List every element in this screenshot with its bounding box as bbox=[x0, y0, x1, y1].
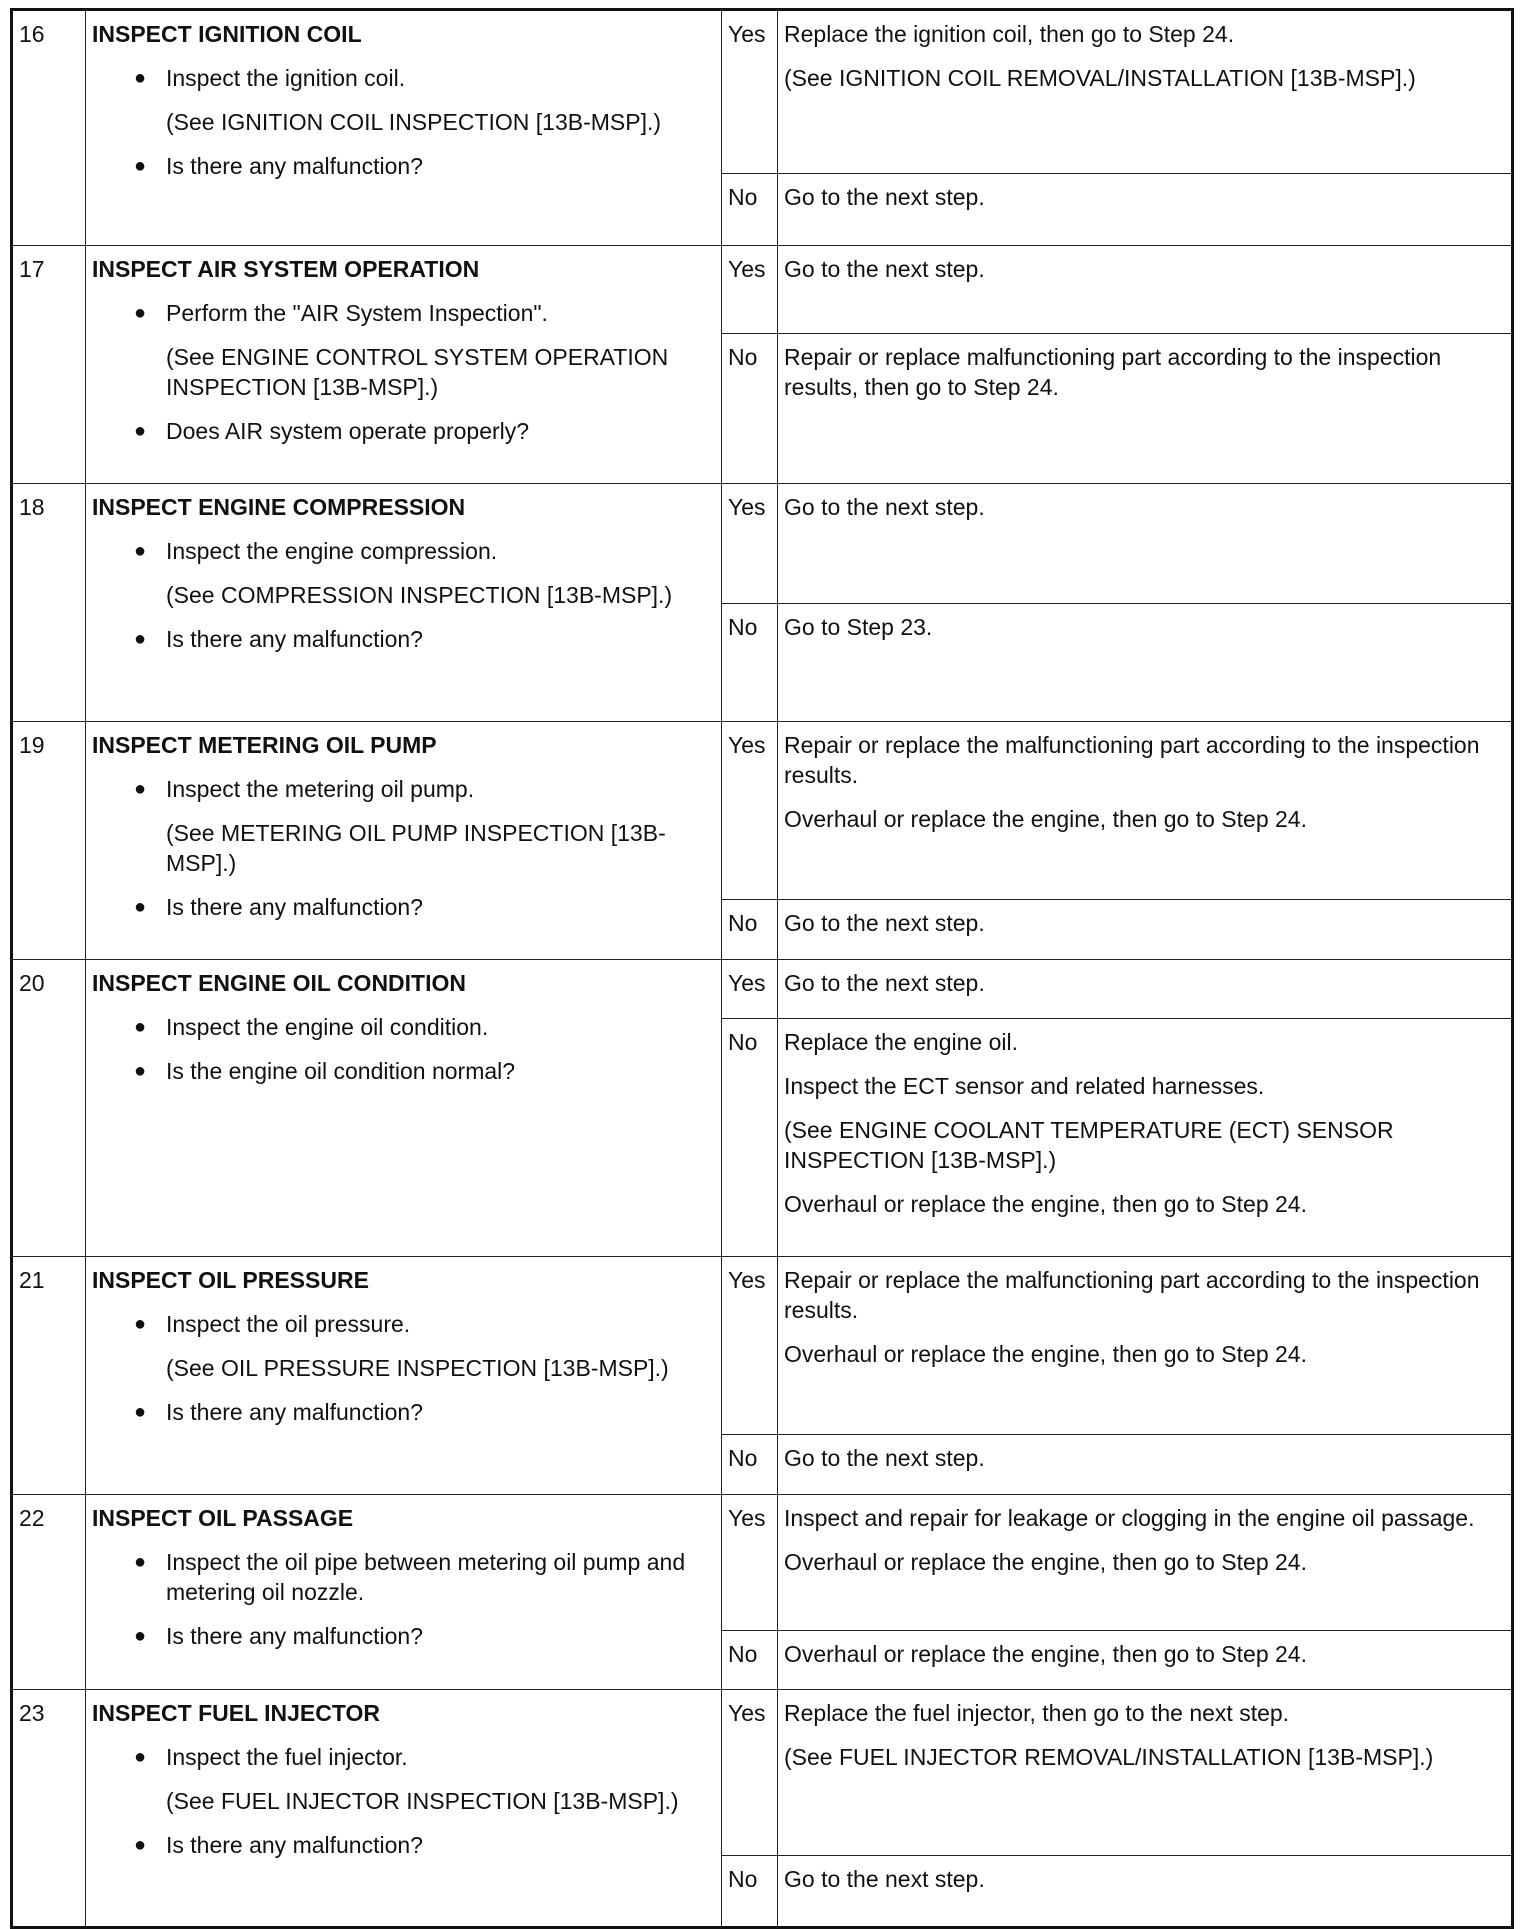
check-item bbox=[92, 774, 715, 804]
check-list bbox=[92, 536, 715, 566]
action-line: Overhaul or replace the engine, then go to Step 24. bbox=[784, 1341, 1307, 1367]
bullet-icon: ● bbox=[134, 1834, 147, 1856]
action-line: Go to the next step. bbox=[784, 910, 985, 936]
bullet-icon: ● bbox=[134, 778, 147, 800]
check-item bbox=[92, 1309, 715, 1339]
bullet-icon: ● bbox=[134, 420, 147, 442]
check-item bbox=[92, 63, 715, 93]
check-list bbox=[92, 151, 715, 181]
check-item bbox=[92, 416, 715, 446]
step-row bbox=[12, 10, 1513, 174]
step-title: INSPECT IGNITION COIL bbox=[92, 21, 362, 47]
check-list bbox=[92, 1397, 715, 1427]
action-line: Overhaul or replace the engine, then go to Step 24. bbox=[784, 806, 1307, 832]
check-item-text: Inspect the metering oil pump. bbox=[166, 776, 475, 802]
check-list bbox=[92, 416, 715, 446]
step-title: INSPECT ENGINE OIL CONDITION bbox=[92, 970, 466, 996]
step-number: 23 bbox=[12, 1690, 86, 1928]
reference-text: (See METERING OIL PUMP INSPECTION [13B-MSP].) bbox=[166, 820, 666, 876]
result-action bbox=[778, 1631, 1513, 1690]
check-item-text: Is there any malfunction? bbox=[166, 626, 423, 652]
result-action bbox=[778, 722, 1513, 900]
bullet-icon: ● bbox=[134, 1625, 147, 1647]
check-item-text: Perform the "AIR System Inspection". bbox=[166, 300, 548, 326]
bullet-icon: ● bbox=[134, 67, 147, 89]
result-action bbox=[778, 174, 1513, 246]
action-line: Overhaul or replace the engine, then go to Step 24. bbox=[784, 1549, 1307, 1575]
step-number: 22 bbox=[12, 1495, 86, 1690]
check-item bbox=[92, 298, 715, 328]
check-item-text: Is there any malfunction? bbox=[166, 153, 423, 179]
result-no-label: No bbox=[722, 1019, 778, 1257]
check-item-text: Is there any malfunction? bbox=[166, 1623, 423, 1649]
action-line: Go to the next step. bbox=[784, 1866, 985, 1892]
check-item bbox=[92, 1742, 715, 1772]
bullet-icon: ● bbox=[134, 1313, 147, 1335]
step-row bbox=[12, 484, 1513, 604]
check-item bbox=[92, 1056, 715, 1086]
check-item-text: Inspect the engine oil condition. bbox=[166, 1014, 489, 1040]
step-row bbox=[12, 1495, 1513, 1631]
step-title: INSPECT OIL PASSAGE bbox=[92, 1505, 354, 1531]
check-list bbox=[92, 63, 715, 93]
bullet-icon: ● bbox=[134, 896, 147, 918]
bullet-icon: ● bbox=[134, 155, 147, 177]
check-item bbox=[92, 1397, 715, 1427]
result-action bbox=[778, 1856, 1513, 1928]
step-row bbox=[12, 722, 1513, 900]
action-line: Overhaul or replace the engine, then go to Step 24. bbox=[784, 1191, 1307, 1217]
action-line: Go to the next step. bbox=[784, 970, 985, 996]
check-item bbox=[92, 1547, 715, 1607]
result-action bbox=[778, 1690, 1513, 1856]
check-list bbox=[92, 1830, 715, 1860]
step-description bbox=[86, 1690, 722, 1928]
check-item-text: Is there any malfunction? bbox=[166, 1832, 423, 1858]
bullet-icon: ● bbox=[134, 1551, 147, 1573]
result-no-label: No bbox=[722, 334, 778, 484]
result-action bbox=[778, 246, 1513, 334]
result-action bbox=[778, 484, 1513, 604]
action-line: Inspect the ECT sensor and related harnesses. bbox=[784, 1073, 1265, 1099]
action-line: Repair or replace the malfunctioning part according to the inspection results. bbox=[784, 1267, 1480, 1323]
check-item-text: Inspect the ignition coil. bbox=[166, 65, 406, 91]
result-no-label: No bbox=[722, 1631, 778, 1690]
result-no-label: No bbox=[722, 174, 778, 246]
step-description bbox=[86, 960, 722, 1257]
check-list bbox=[92, 624, 715, 654]
check-item-text: Inspect the engine compression. bbox=[166, 538, 498, 564]
step-number: 16 bbox=[12, 10, 86, 246]
bullet-icon: ● bbox=[134, 302, 147, 324]
diagnostic-steps-table bbox=[10, 8, 1514, 1929]
check-item-text: Inspect the fuel injector. bbox=[166, 1744, 408, 1770]
action-line: Replace the fuel injector, then go to the next step. bbox=[784, 1700, 1290, 1726]
check-item bbox=[92, 151, 715, 181]
result-yes-label: Yes bbox=[722, 484, 778, 604]
result-yes-label: Yes bbox=[722, 10, 778, 174]
check-list bbox=[92, 774, 715, 804]
bullet-icon: ● bbox=[134, 1060, 147, 1082]
check-list bbox=[92, 1547, 715, 1651]
result-yes-label: Yes bbox=[722, 960, 778, 1019]
check-item bbox=[92, 1012, 715, 1042]
result-yes-label: Yes bbox=[722, 722, 778, 900]
step-row bbox=[12, 246, 1513, 334]
action-line: Replace the engine oil. bbox=[784, 1029, 1018, 1055]
check-list bbox=[92, 892, 715, 922]
result-action bbox=[778, 960, 1513, 1019]
step-number: 21 bbox=[12, 1257, 86, 1495]
step-row bbox=[12, 1690, 1513, 1856]
check-item-text: Inspect the oil pressure. bbox=[166, 1311, 411, 1337]
result-action bbox=[778, 1257, 1513, 1435]
check-item-text: Inspect the oil pipe between metering oil pump and metering oil nozzle. bbox=[166, 1549, 686, 1605]
result-action bbox=[778, 1495, 1513, 1631]
step-number: 20 bbox=[12, 960, 86, 1257]
check-item-text: Is there any malfunction? bbox=[166, 894, 423, 920]
result-action bbox=[778, 1435, 1513, 1495]
action-line: Repair or replace malfunctioning part according to the inspection results, then go to Step 24. bbox=[784, 344, 1442, 400]
check-item bbox=[92, 624, 715, 654]
step-description bbox=[86, 484, 722, 722]
reference-text: (See IGNITION COIL INSPECTION [13B-MSP].) bbox=[166, 109, 662, 135]
step-row bbox=[12, 960, 1513, 1019]
result-action bbox=[778, 900, 1513, 960]
result-no-label: No bbox=[722, 604, 778, 722]
result-action bbox=[778, 10, 1513, 174]
check-list bbox=[92, 298, 715, 328]
result-no-label: No bbox=[722, 1856, 778, 1928]
step-description bbox=[86, 246, 722, 484]
check-item-text: Is there any malfunction? bbox=[166, 1399, 423, 1425]
bullet-icon: ● bbox=[134, 1746, 147, 1768]
action-line: Repair or replace the malfunctioning part according to the inspection results. bbox=[784, 732, 1480, 788]
action-line: Go to the next step. bbox=[784, 494, 985, 520]
result-no-label: No bbox=[722, 1435, 778, 1495]
action-line: Replace the ignition coil, then go to Step 24. bbox=[784, 21, 1235, 47]
step-number: 19 bbox=[12, 722, 86, 960]
action-line: Go to the next step. bbox=[784, 1445, 985, 1471]
step-description bbox=[86, 722, 722, 960]
check-item bbox=[92, 536, 715, 566]
check-item-text: Is the engine oil condition normal? bbox=[166, 1058, 516, 1084]
check-item bbox=[92, 1830, 715, 1860]
check-item bbox=[92, 1621, 715, 1651]
bullet-icon: ● bbox=[134, 1016, 147, 1038]
bullet-icon: ● bbox=[134, 1401, 147, 1423]
action-line: Overhaul or replace the engine, then go to Step 24. bbox=[784, 1641, 1307, 1667]
diagnostic-steps-body bbox=[12, 10, 1513, 1928]
check-list bbox=[92, 1012, 715, 1086]
result-yes-label: Yes bbox=[722, 1690, 778, 1856]
step-title: INSPECT ENGINE COMPRESSION bbox=[92, 494, 466, 520]
step-description bbox=[86, 1495, 722, 1690]
bullet-icon: ● bbox=[134, 628, 147, 650]
action-line: Inspect and repair for leakage or clogging in the engine oil passage. bbox=[784, 1505, 1475, 1531]
result-yes-label: Yes bbox=[722, 1495, 778, 1631]
reference-text: (See FUEL INJECTOR INSPECTION [13B-MSP].) bbox=[166, 1788, 679, 1814]
result-action bbox=[778, 604, 1513, 722]
action-line: Go to the next step. bbox=[784, 184, 985, 210]
step-title: INSPECT AIR SYSTEM OPERATION bbox=[92, 256, 480, 282]
step-title: INSPECT METERING OIL PUMP bbox=[92, 732, 437, 758]
result-yes-label: Yes bbox=[722, 246, 778, 334]
result-no-label: No bbox=[722, 900, 778, 960]
step-number: 17 bbox=[12, 246, 86, 484]
step-title: INSPECT FUEL INJECTOR bbox=[92, 1700, 380, 1726]
check-item bbox=[92, 892, 715, 922]
step-number: 18 bbox=[12, 484, 86, 722]
bullet-icon: ● bbox=[134, 540, 147, 562]
result-action bbox=[778, 1019, 1513, 1257]
step-title: INSPECT OIL PRESSURE bbox=[92, 1267, 369, 1293]
action-line: Go to the next step. bbox=[784, 256, 985, 282]
check-list bbox=[92, 1742, 715, 1772]
check-item-text: Does AIR system operate properly? bbox=[166, 418, 530, 444]
reference-text: (See ENGINE CONTROL SYSTEM OPERATION INSPECTION [13B-MSP].) bbox=[166, 344, 669, 400]
step-row bbox=[12, 1257, 1513, 1435]
action-line: (See ENGINE COOLANT TEMPERATURE (ECT) SENSOR INSPECTION [13B-MSP].) bbox=[784, 1117, 1394, 1173]
check-list bbox=[92, 1309, 715, 1339]
step-description bbox=[86, 1257, 722, 1495]
result-action bbox=[778, 334, 1513, 484]
step-description bbox=[86, 10, 722, 246]
action-line: (See IGNITION COIL REMOVAL/INSTALLATION [13B-MSP].) bbox=[784, 65, 1416, 91]
action-line: (See FUEL INJECTOR REMOVAL/INSTALLATION [13B-MSP].) bbox=[784, 1744, 1434, 1770]
result-yes-label: Yes bbox=[722, 1257, 778, 1435]
reference-text: (See OIL PRESSURE INSPECTION [13B-MSP].) bbox=[166, 1355, 669, 1381]
action-line: Go to Step 23. bbox=[784, 614, 933, 640]
reference-text: (See COMPRESSION INSPECTION [13B-MSP].) bbox=[166, 582, 673, 608]
diagnostic-procedure-sheet bbox=[10, 8, 1514, 1890]
